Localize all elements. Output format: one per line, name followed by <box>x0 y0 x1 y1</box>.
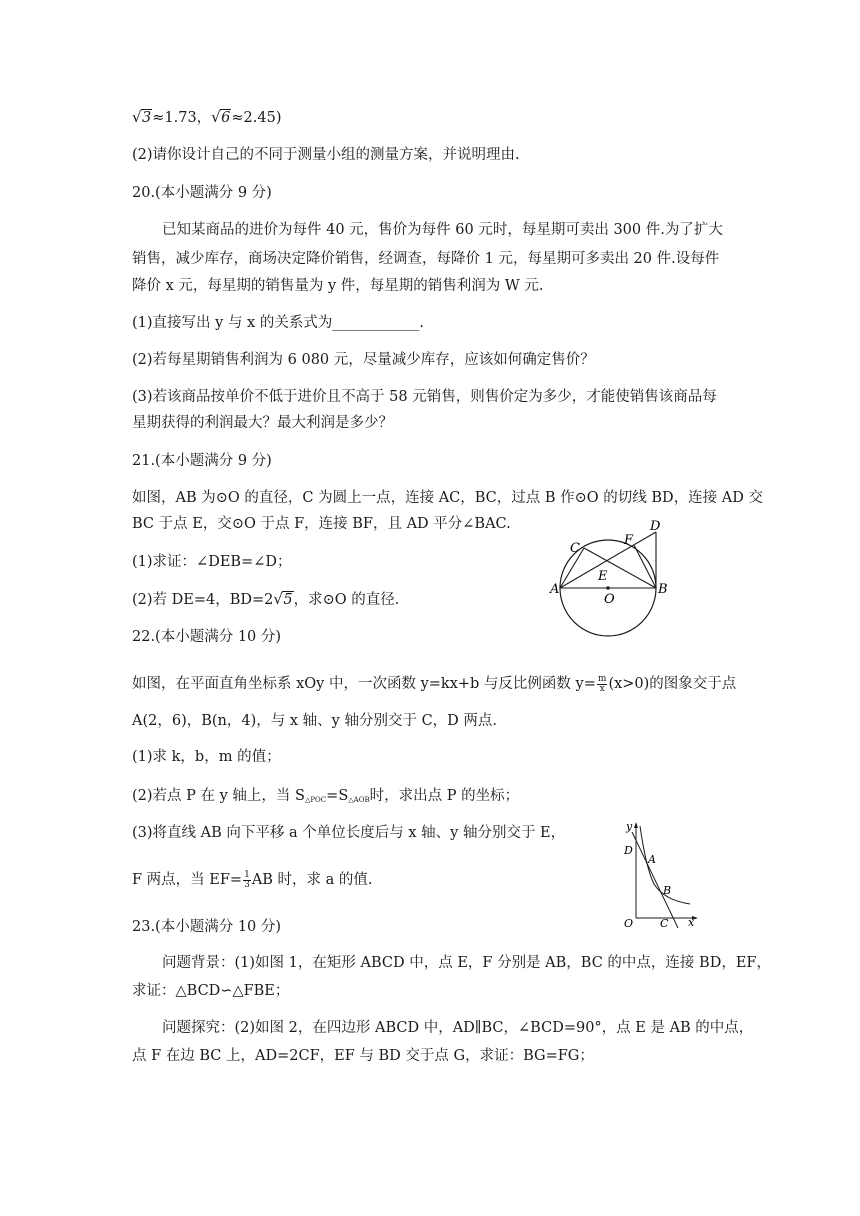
text-line: (2)若每星期销售利润为 6 080 元，尽量减少库存，应该如何确定售价？ <box>132 352 595 368</box>
label-D: D <box>624 844 633 857</box>
label-y: y <box>626 820 633 833</box>
text-line: 销售，减少库存，商场决定降价销售，经调查，每降价 1 元，每星期可多卖出 20 件.设每件 <box>132 251 720 267</box>
text-line: 降价 x 元，每星期的销售量为 y 件，每星期的销售利润为 W 元. <box>132 278 544 294</box>
text-line: (3)若该商品按单价不低于进价且不高于 58 元销售，则售价定为多少，才能使销售该商品每 <box>132 389 717 405</box>
label-C: C <box>660 917 669 930</box>
text-line: (1)求 k，b，m 的值； <box>132 749 281 765</box>
question-22-heading: 22.(本小题满分 10 分) <box>132 629 282 645</box>
text-line: BC 于点 E，交⊙O 于点 F，连接 BF，且 AD 平分∠BAC. <box>132 516 511 532</box>
circle-geometry-figure <box>540 512 670 638</box>
sqrt-6: √ 6 <box>211 108 231 126</box>
text-line: (1)直接写出 y 与 x 的关系式为____________. <box>132 315 424 331</box>
text-line: 问题背景：(1)如图 1，在矩形 ABCD 中，点 E，F 分别是 AB，BC 的中点，连接 BD，EF， <box>162 955 771 971</box>
text-line: A(2，6)，B(n，4)，与 x 轴、y 轴分别交于 C，D 两点. <box>132 713 498 729</box>
label-D: D <box>650 519 661 534</box>
text-line-fraction: F 两点，当 EF= $\frac{1}{3}$ AB 时，求 a 的值. <box>132 869 373 890</box>
coordinate-graph-figure <box>618 818 702 930</box>
label-A: A <box>648 853 656 866</box>
label-F: F <box>624 533 634 548</box>
label-B: B <box>663 884 672 897</box>
text-line-area: (2)若点 P 在 y 轴上，当 $S_{\triangle POC}=S_{\triangle AOB}$时，求出点 P 的坐标； <box>132 788 520 804</box>
text-line: (2)请你设计自己的不同于测量小组的测量方案，并说明理由. <box>132 147 520 163</box>
label-B: B <box>658 582 668 597</box>
text-line: 求证：△BCD∽△FBE； <box>132 983 290 999</box>
text-line: 星期获得的利润最大？最大利润是多少？ <box>132 415 393 431</box>
text-line: 问题探究：(2)如图 2，在四边形 ABCD 中，AD∥BC，∠BCD=90°，点 E 是 AB 的中点， <box>162 1020 754 1036</box>
sqrt-5: √ 5 <box>273 590 293 608</box>
label-x: x <box>688 916 695 929</box>
label-C: C <box>570 541 580 556</box>
label-A: A <box>550 582 560 597</box>
text-line-sqrt-5: (2)若 DE=4，BD=2 √ 5，求⊙O 的直径. <box>132 590 400 608</box>
text-line: 如图，AB 为⊙O 的直径，C 为圆上一点，连接 AC，BC，过点 B 作⊙O 的切线 BD，连接 AD 交 <box>132 490 764 506</box>
text-line: (1)求证：∠DEB=∠D； <box>132 554 292 570</box>
label-E: E <box>598 569 608 584</box>
text-line-fraction: 如图，在平面直角坐标系 xOy 中，一次函数 y=kx+b 与反比例函数 y= $\frac{m}{x}$ (x>0)的图象交于点 <box>132 673 737 694</box>
text-line-sqrt-values: √ 3≈1.73， √ 6≈2.45) <box>132 108 282 126</box>
question-21-heading: 21.(本小题满分 9 分) <box>132 453 272 469</box>
fraction-one-third: $\frac{1}{3}$ <box>244 869 250 890</box>
label-O: O <box>624 917 634 930</box>
label-O: O <box>604 592 615 607</box>
text-line: (3)将直线 AB 向下平移 a 个单位长度后与 x 轴、y 轴分别交于 E， <box>132 825 566 841</box>
text-line: 点 F 在边 BC 上，AD=2CF，EF 与 BD 交于点 G，求证：BG=FG； <box>132 1048 594 1064</box>
fraction-m-over-x: $\frac{m}{x}$ <box>597 673 607 694</box>
question-23-heading: 23.(本小题满分 10 分) <box>132 919 282 935</box>
text-line: 已知某商品的进价为每件 40 元，售价为每件 60 元时，每星期可卖出 300 件.为了扩大 <box>162 222 723 238</box>
question-20-heading: 20.(本小题满分 9 分) <box>132 185 272 201</box>
sqrt-3: √ 3 <box>132 108 152 126</box>
